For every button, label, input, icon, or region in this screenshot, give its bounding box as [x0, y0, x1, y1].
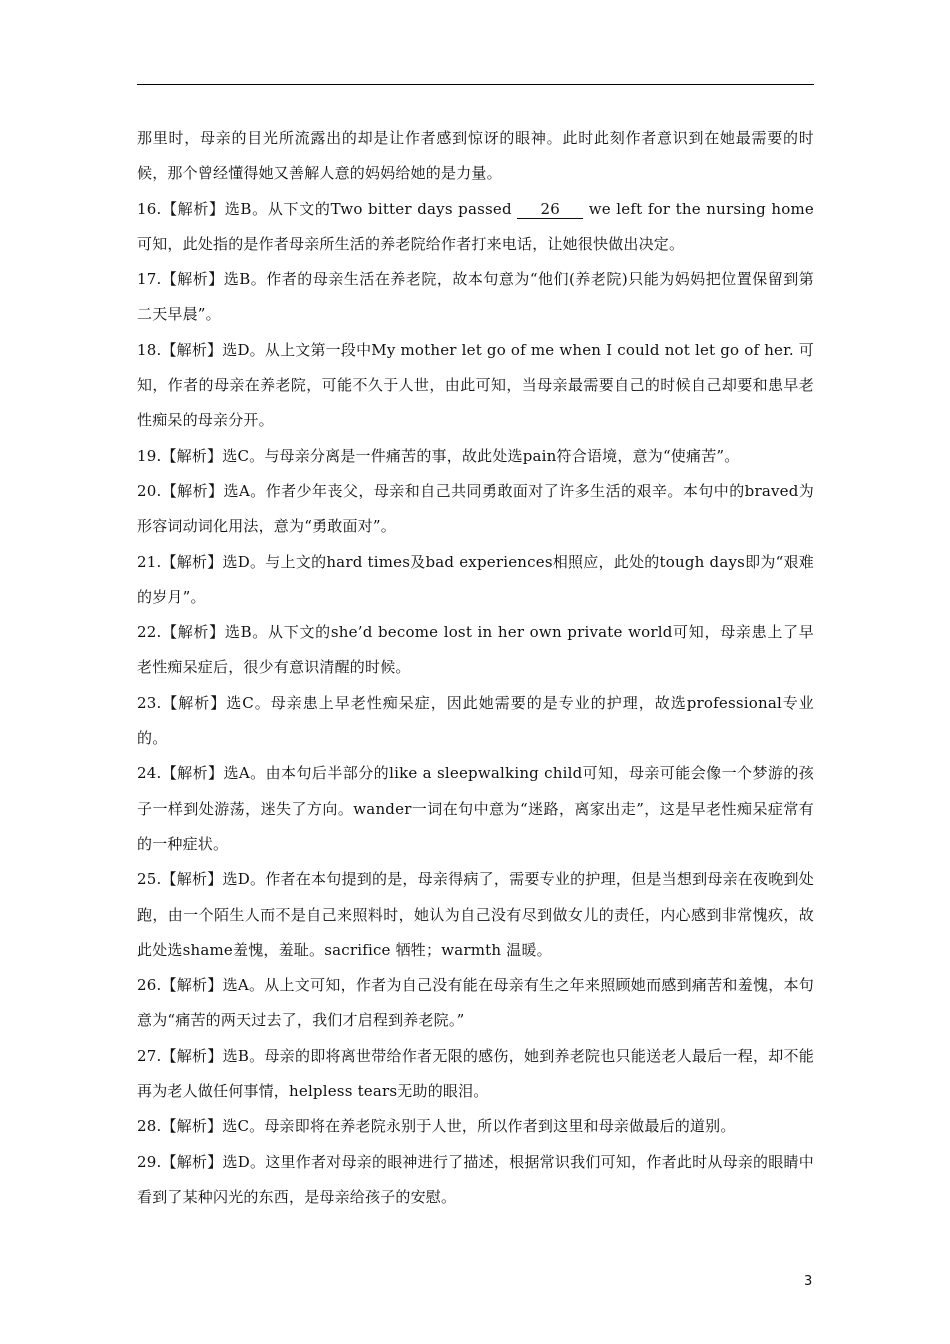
explanation-25: 25.【解析】选D。作者在本句提到的是，母亲得病了，需要专业的护理，但是当想到母亲在夜晚到处跑，由一个陌生人而不是自己来照料时，她认为自己没有尽到做女儿的责任，内心感到非常愧疚，故此处选shame羞愧，羞耻。sacrifice 牺牲；warmth 温暖。: [137, 870, 814, 959]
explanation-21: 21.【解析】选D。与上文的hard times及bad experiences相照应，此处的tough days即为“艰难的岁月”。: [137, 552, 814, 606]
explanation-19: 19.【解析】选C。与母亲分离是一件痛苦的事，故此处选pain符合语境，意为“使痛苦”。: [137, 446, 740, 465]
explanation-27: 27.【解析】选B。母亲的即将离世带给作者无限的感伤，她到养老院也只能送老人最后一程，却不能再为老人做任何事情，helpless tears无助的眼泪。: [137, 1046, 814, 1101]
explanation-22: 22.【解析】选B。从下文的she’d become lost in her own private world可知，母亲患上了早老性痴呆症后，很少有意识清醒的时候。: [137, 623, 814, 677]
page-number: 3: [804, 1274, 813, 1289]
explanation-16: [137, 192, 814, 263]
header-rule: [137, 84, 814, 85]
explanation-17: 17.【解析】选B。作者的母亲生活在养老院，故本句意为“他们(养老院)只能为妈妈把位置保留到第二天早晨”。: [137, 270, 814, 324]
intro-paragraph: 那里时，母亲的目光所流露出的却是让作者感到惊讶的眼神。此时此刻作者意识到在她最需要的时候，那个曾经懂得她又善解人意的妈妈给她的是力量。: [137, 129, 814, 183]
explanation-20: 20.【解析】选A。作者少年丧父，母亲和自己共同勇敢面对了许多生活的艰辛。本句中的braved为形容词动词化用法，意为“勇敢面对”。: [137, 481, 814, 536]
explanation-18: 18.【解析】选D。从上文第一段中My mother let go of me when I could not let go of her. 可知，作者的母亲在养老院，可能不久于人世，由此可知，当母亲最需要自己的时候自己却要和患早老性痴呆的母亲分开。: [137, 340, 814, 430]
explanation-28: 28.【解析】选C。母亲即将在养老院永别于人世，所以作者到这里和母亲做最后的道别。: [137, 1117, 736, 1136]
answer-explanations: [137, 121, 814, 1215]
explanation-26: 26.【解析】选A。从上文可知，作者为自己没有能在母亲有生之年来照顾她而感到痛苦和羞愧，本句意为“痛苦的两天过去了，我们才启程到养老院。”: [137, 976, 814, 1030]
explanation-29: 29.【解析】选D。这里作者对母亲的眼神进行了描述，根据常识我们可知，作者此时从母亲的眼睛中看到了某种闪光的东西，是母亲给孩子的安慰。: [137, 1152, 814, 1206]
explanation-23: 23.【解析】选C。母亲患上早老性痴呆症，因此她需要的是专业的护理，故选professional专业的。: [137, 693, 814, 748]
explanation-24: 24.【解析】选A。由本句后半部分的like a sleepwalking child可知，母亲可能会像一个梦游的孩子一样到处游荡，迷失了方向。wander一词在句中意为“迷路，离家出走”，这是早老性痴呆症常有的一种症状。: [137, 764, 814, 853]
blank-26: 26: [517, 200, 583, 219]
explanation-16-before: 16.【解析】选B。从下文的Two bitter days passed: [137, 199, 518, 218]
explanation-16-after: we left for the nursing home可知，此处指的是作者母亲所生活的养老院给作者打来电话，让她很快做出决定。: [137, 199, 814, 253]
